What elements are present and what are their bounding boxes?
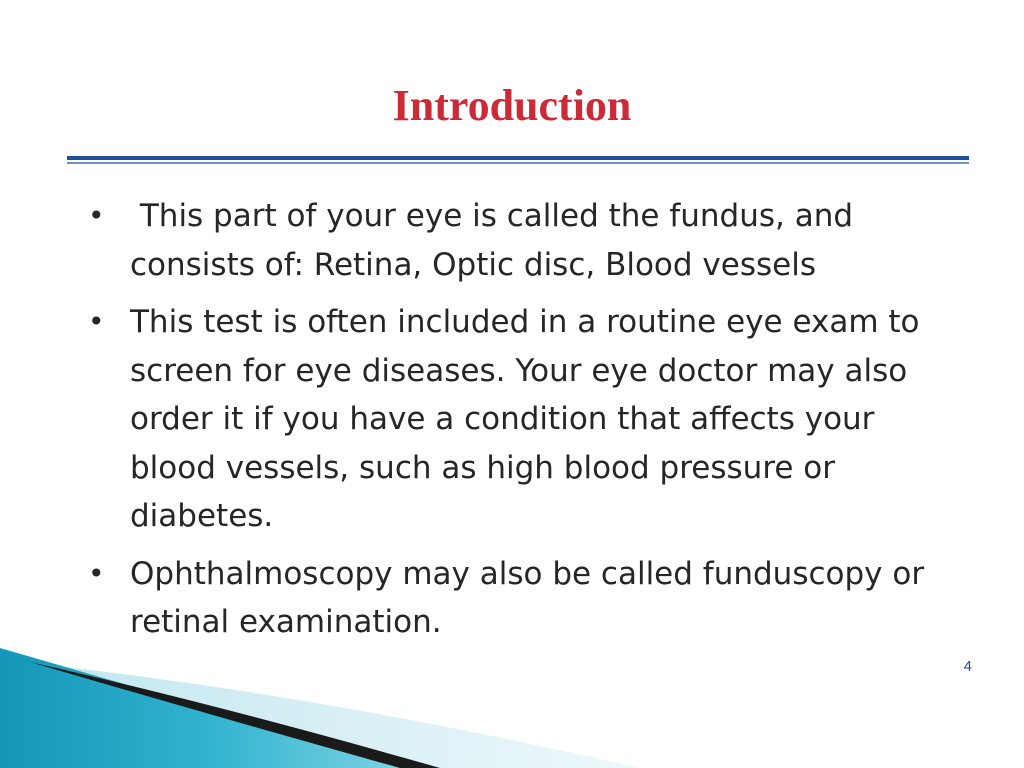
bullet-icon: • (88, 199, 105, 232)
bullet-icon: • (88, 556, 105, 590)
slide-title: Introduction (392, 81, 632, 130)
bullet-text: This test is often included in a routine eye exam to screen for eye diseases. Your eye doctor may also order it if you have a condition that affects your blood vessels, such as high blood pressure or diabetes. (130, 304, 920, 534)
page-number: 4 (963, 658, 972, 675)
bullet-text: Ophthalmoscopy may also be called funduscopy or retinal examination. (130, 555, 925, 640)
bullet-icon: • (88, 305, 105, 338)
bullet-text: This part of your eye is called the fundus, and consists of: Retina, Optic disc, Blood vessels (130, 198, 863, 283)
